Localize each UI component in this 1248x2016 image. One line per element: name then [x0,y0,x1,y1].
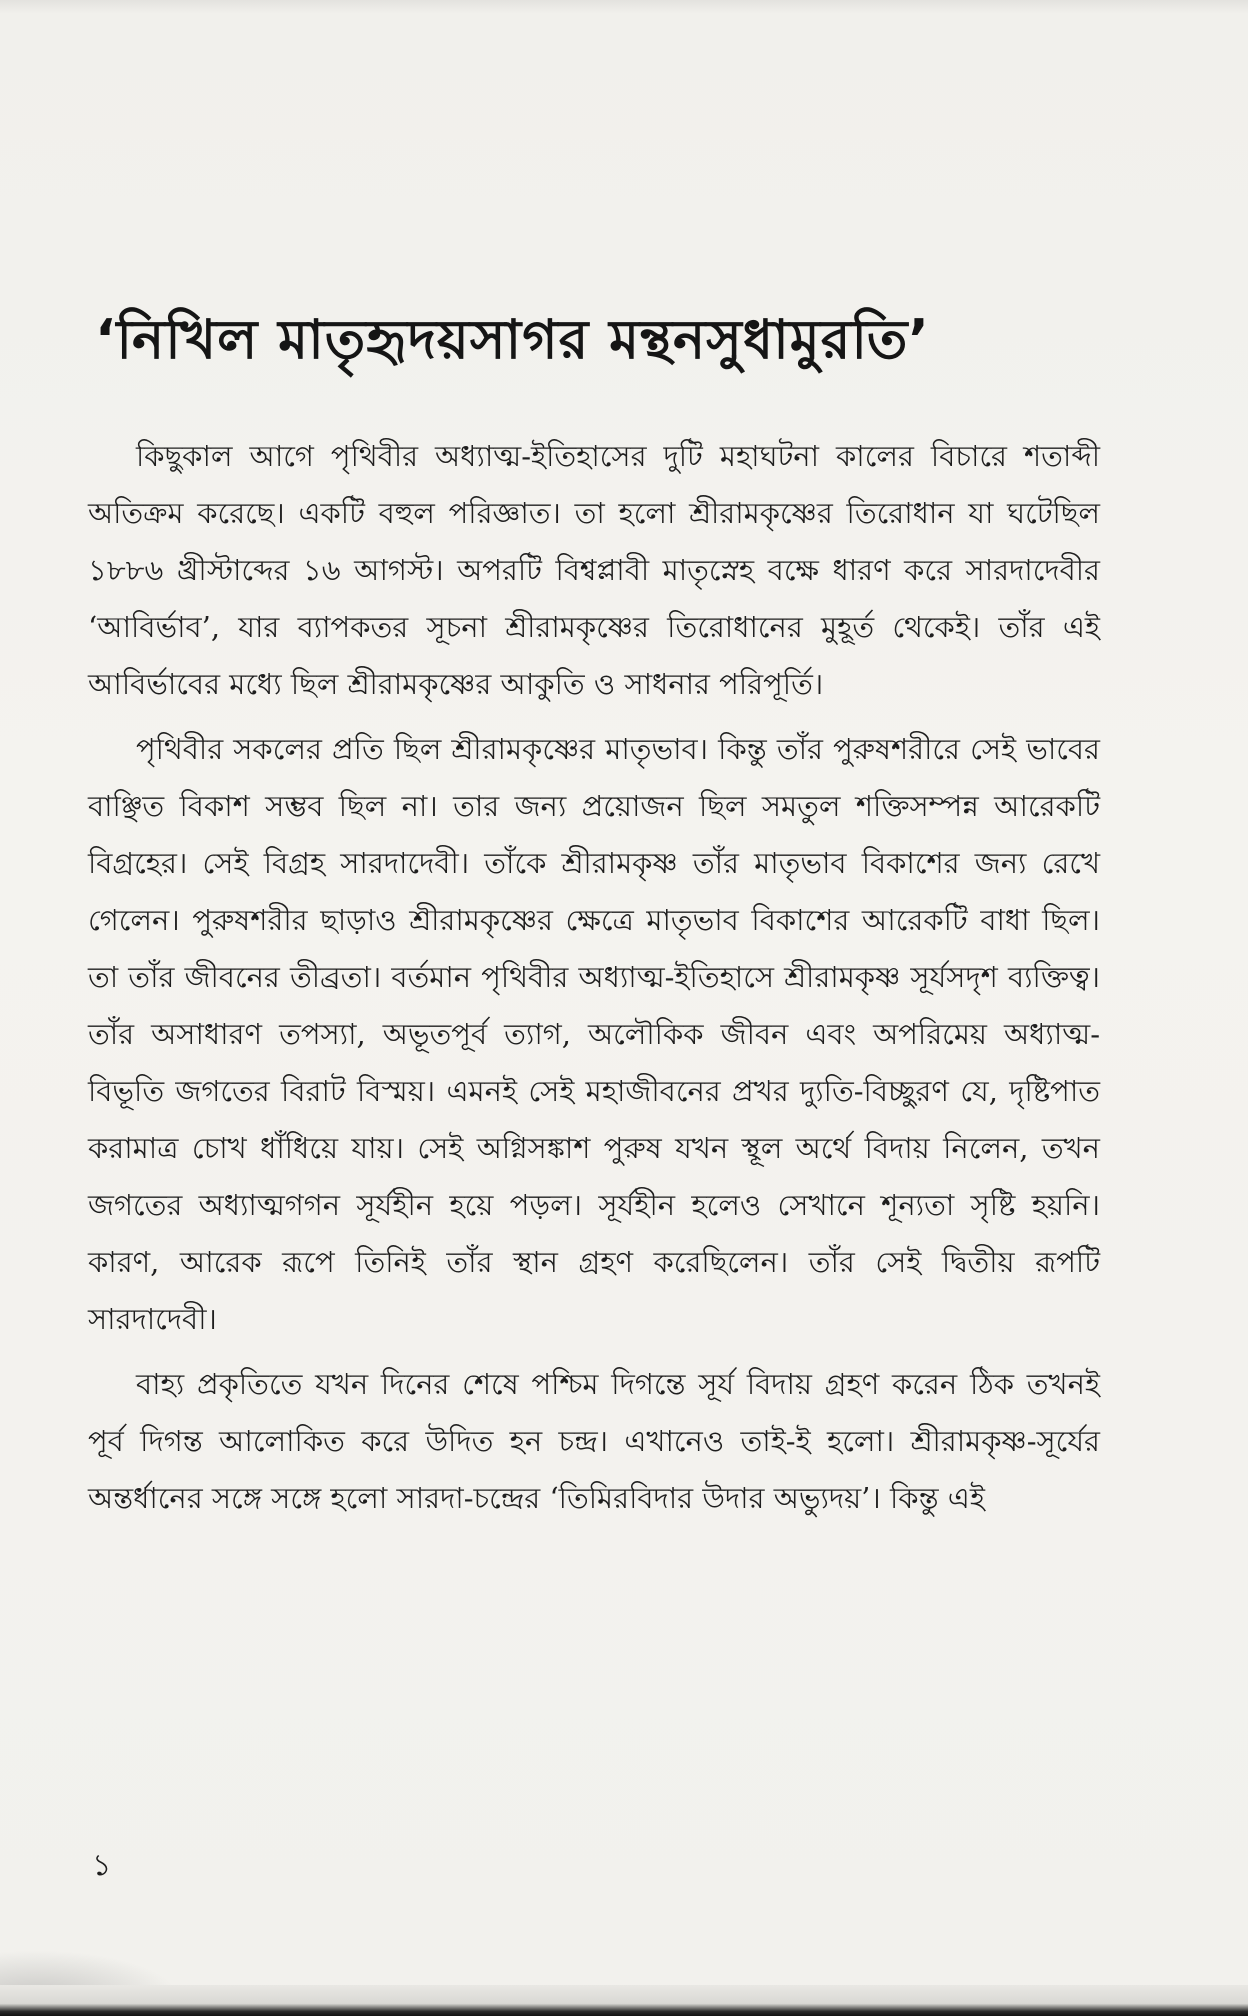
page-top-shadow [0,0,1248,14]
page-bottom-edge [0,1985,1248,2016]
page-number: ১ [92,1848,112,1883]
chapter-title: ‘নিখিল মাতৃহৃদয়সাগর মন্থনসুধামুরতি’ [95,308,930,371]
body-text [88,428,1100,1535]
paragraph-2: পৃথিবীর সকলের প্রতি ছিল শ্রীরামকৃষ্ণের মাতৃভাব। কিন্তু তাঁর পুরুষশরীরে সেই ভাবের বাঞ্ছিত বিকাশ সম্ভব ছিল না। তার জন্য প্রয়োজন ছিল সমতুল শক্তিসম্পন্ন আরেকটি বিগ্রহের। সেই বিগ্রহ সারদাদেবী। তাঁকে শ্রীরামকৃষ্ণ তাঁর মাতৃভাব বিকাশের জন্য রেখে গেলেন। পুরুষশরীর ছাড়াও শ্রীরামকৃষ্ণের ক্ষেত্রে মাতৃভাব বিকাশের আরেকটি বাধা ছিল। তা তাঁর জীবনের তীব্রতা। বর্তমান পৃথিবীর অধ্যাত্ম-ইতিহাসে শ্রীরামকৃষ্ণ সূর্যসদৃশ ব্যক্তিত্ব। তাঁর অসাধারণ তপস্যা, অভূতপূর্ব ত্যাগ, অলৌকিক জীবন এবং অপরিমেয় অধ্যাত্ম-বিভূতি জগতের বিরাট বিস্ময়। এমনই সেই মহাজীবনের প্রখর দ্যুতি-বিচ্ছুরণ যে, দৃষ্টিপাত করামাত্র চোখ ধাঁধিয়ে যায়। সেই অগ্নিসঙ্কাশ পুরুষ যখন স্থূল অর্থে বিদায় নিলেন, তখন জগতের অধ্যাত্মগগন সূর্যহীন হয়ে পড়ল। সূর্যহীন হলেও সেখানে শূন্যতা সৃষ্টি হয়নি। কারণ, আরেক রূপে তিনিই তাঁর স্থান গ্রহণ করেছিলেন। তাঁর সেই দ্বিতীয় রূপটি সারদাদেবী। [88,732,1100,1336]
paragraph-3: বাহ্য প্রকৃতিতে যখন দিনের শেষে পশ্চিম দিগন্তে সূর্য বিদায় গ্রহণ করেন ঠিক তখনই পূর্ব দিগন্ত আলোকিত করে উদিত হন চন্দ্র। এখানেও তাই-ই হলো। শ্রীরামকৃষ্ণ-সূর্যের অন্তর্ধানের সঙ্গে সঙ্গে হলো সারদা-চন্দ্রের ‘তিমিরবিদার উদার অভ্যুদয়’। কিন্তু এই [88,1367,1100,1515]
paragraph-1: কিছুকাল আগে পৃথিবীর অধ্যাত্ম-ইতিহাসের দুটি মহাঘটনা কালের বিচারে শতাব্দী অতিক্রম করেছে। একটি বহুল পরিজ্ঞাত। তা হলো শ্রীরামকৃষ্ণের তিরোধান যা ঘটেছিল ১৮৮৬ খ্রীস্টাব্দের ১৬ আগস্ট। অপরটি বিশ্বপ্লাবী মাতৃস্নেহ বক্ষে ধারণ করে সারদাদেবীর ‘আবির্ভাব’, যার ব্যাপকতর সূচনা শ্রীরামকৃষ্ণের তিরোধানের মুহূর্ত থেকেই। তাঁর এই আবির্ভাবের মধ্যে ছিল শ্রীরামকৃষ্ণের আকুতি ও সাধনার পরিপূর্তি। [88,439,1100,701]
